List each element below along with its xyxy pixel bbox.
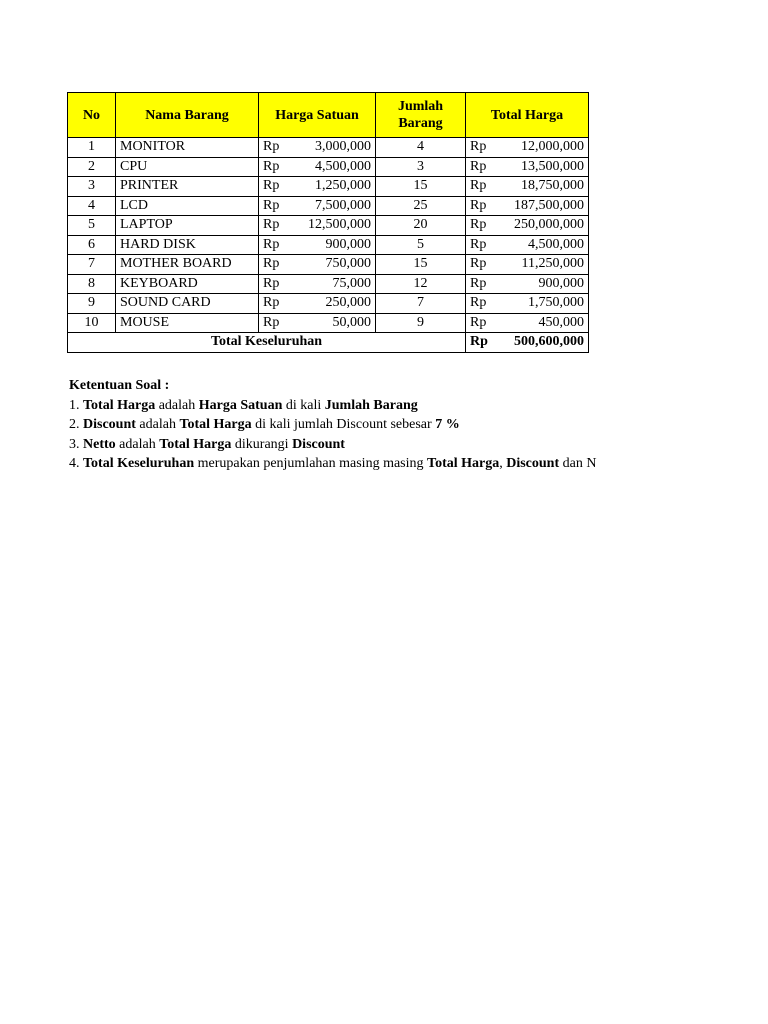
currency-label: Rp <box>263 236 280 252</box>
currency-label: Rp <box>263 158 280 174</box>
header-jumlah-line1: Jumlah <box>397 99 444 114</box>
currency-label: Rp <box>263 217 280 233</box>
total-value: 11,250,000 <box>521 256 584 272</box>
note-line-2[interactable]: 2. Discount adalah Total Harga di kali jumlah Discount sebesar 7 % <box>69 417 460 432</box>
cell-total-harga[interactable] <box>466 138 589 158</box>
total-row <box>68 333 589 353</box>
cell-no[interactable]: 1 <box>68 138 116 158</box>
cell-harga-satuan[interactable] <box>259 255 376 275</box>
cell-jumlah[interactable]: 25 <box>376 196 466 216</box>
table-row <box>68 216 589 236</box>
cell-nama-barang[interactable]: PRINTER <box>116 177 259 197</box>
cell-no[interactable]: 8 <box>68 274 116 294</box>
currency-label: Rp <box>470 178 487 194</box>
currency-label: Rp <box>470 314 487 330</box>
header-total-harga[interactable]: Total Harga <box>466 93 589 138</box>
total-value: 450,000 <box>538 314 584 330</box>
table-row <box>68 157 589 177</box>
cell-jumlah[interactable]: 3 <box>376 157 466 177</box>
table-row <box>68 235 589 255</box>
currency-label: Rp <box>263 314 280 330</box>
cell-no[interactable]: 9 <box>68 294 116 314</box>
cell-harga-satuan[interactable] <box>259 235 376 255</box>
cell-nama-barang[interactable]: MOUSE <box>116 313 259 333</box>
currency-label: Rp <box>263 197 280 213</box>
grand-total-value: 500,600,000 <box>514 334 584 350</box>
table-row <box>68 313 589 333</box>
total-value: 187,500,000 <box>514 197 584 213</box>
cell-jumlah[interactable]: 9 <box>376 313 466 333</box>
header-jumlah-barang[interactable] <box>376 93 466 138</box>
cell-total-harga[interactable] <box>466 196 589 216</box>
harga-value: 50,000 <box>332 314 371 330</box>
total-value: 1,750,000 <box>528 295 584 311</box>
harga-value: 750,000 <box>325 256 371 272</box>
grand-total-cell[interactable] <box>466 333 589 353</box>
cell-nama-barang[interactable]: MOTHER BOARD <box>116 255 259 275</box>
currency-label: Rp <box>263 256 280 272</box>
currency-label: Rp <box>470 256 487 272</box>
currency-label: Rp <box>263 295 280 311</box>
cell-no[interactable]: 6 <box>68 235 116 255</box>
cell-total-harga[interactable] <box>466 157 589 177</box>
currency-label: Rp <box>470 158 487 174</box>
cell-harga-satuan[interactable] <box>259 138 376 158</box>
currency-label: Rp <box>470 236 487 252</box>
cell-harga-satuan[interactable] <box>259 216 376 236</box>
currency-label: Rp <box>470 334 488 350</box>
cell-no[interactable]: 7 <box>68 255 116 275</box>
currency-label: Rp <box>470 197 487 213</box>
total-value: 13,500,000 <box>521 158 584 174</box>
cell-nama-barang[interactable]: LAPTOP <box>116 216 259 236</box>
note-line-4[interactable]: 4. Total Keseluruhan merupakan penjumlahan masing masing Total Harga, Discount dan N <box>69 456 597 471</box>
currency-label: Rp <box>263 275 280 291</box>
header-jumlah-line2: Barang <box>398 116 443 131</box>
harga-value: 3,000,000 <box>315 139 371 155</box>
harga-value: 75,000 <box>332 275 371 291</box>
table-row <box>68 196 589 216</box>
total-value: 12,000,000 <box>521 139 584 155</box>
cell-nama-barang[interactable]: MONITOR <box>116 138 259 158</box>
harga-value: 250,000 <box>325 295 371 311</box>
cell-nama-barang[interactable]: HARD DISK <box>116 235 259 255</box>
cell-no[interactable]: 10 <box>68 313 116 333</box>
cell-no[interactable]: 3 <box>68 177 116 197</box>
currency-label: Rp <box>263 139 280 155</box>
notes-section <box>69 376 597 474</box>
cell-nama-barang[interactable]: LCD <box>116 196 259 216</box>
table-row <box>68 138 589 158</box>
total-value: 900,000 <box>538 275 584 291</box>
currency-label: Rp <box>470 217 487 233</box>
cell-no[interactable]: 4 <box>68 196 116 216</box>
currency-label: Rp <box>470 275 487 291</box>
cell-jumlah[interactable]: 20 <box>376 216 466 236</box>
currency-label: Rp <box>470 139 487 155</box>
note-line-1[interactable]: 1. Total Harga adalah Harga Satuan di kali Jumlah Barang <box>69 397 418 413</box>
cell-harga-satuan[interactable] <box>259 177 376 197</box>
cell-harga-satuan[interactable] <box>259 196 376 216</box>
cell-jumlah[interactable]: 7 <box>376 294 466 314</box>
currency-label: Rp <box>263 178 280 194</box>
cell-total-harga[interactable] <box>466 255 589 275</box>
cell-nama-barang[interactable]: CPU <box>116 157 259 177</box>
header-harga-satuan[interactable]: Harga Satuan <box>259 93 376 138</box>
cell-jumlah[interactable]: 5 <box>376 235 466 255</box>
table-row <box>68 294 589 314</box>
note-line-3[interactable]: 3. Netto adalah Total Harga dikurangi Discount <box>69 436 345 452</box>
total-label[interactable]: Total Keseluruhan <box>68 333 466 353</box>
cell-total-harga[interactable] <box>466 235 589 255</box>
cell-nama-barang[interactable]: SOUND CARD <box>116 294 259 314</box>
table-row <box>68 177 589 197</box>
cell-no[interactable]: 5 <box>68 216 116 236</box>
cell-total-harga[interactable] <box>466 313 589 333</box>
cell-jumlah[interactable]: 15 <box>376 177 466 197</box>
harga-value: 900,000 <box>325 236 371 252</box>
cell-nama-barang[interactable]: KEYBOARD <box>116 274 259 294</box>
harga-value: 7,500,000 <box>315 197 371 213</box>
cell-jumlah[interactable]: 15 <box>376 255 466 275</box>
header-row <box>68 93 589 138</box>
cell-harga-satuan[interactable] <box>259 274 376 294</box>
notes-title[interactable]: Ketentuan Soal : <box>69 378 170 393</box>
harga-value: 1,250,000 <box>315 178 371 194</box>
cell-harga-satuan[interactable] <box>259 294 376 314</box>
cell-total-harga[interactable] <box>466 216 589 236</box>
harga-value: 4,500,000 <box>315 158 371 174</box>
cell-total-harga[interactable] <box>466 294 589 314</box>
cell-no[interactable]: 2 <box>68 157 116 177</box>
cell-harga-satuan[interactable] <box>259 313 376 333</box>
cell-total-harga[interactable] <box>466 177 589 197</box>
cell-total-harga[interactable] <box>466 274 589 294</box>
data-table <box>67 92 589 353</box>
harga-value: 12,500,000 <box>308 217 371 233</box>
currency-label: Rp <box>470 295 487 311</box>
cell-jumlah[interactable]: 4 <box>376 138 466 158</box>
table-row <box>68 255 589 275</box>
header-no[interactable]: No <box>68 93 116 138</box>
header-nama-barang[interactable]: Nama Barang <box>116 93 259 138</box>
cell-jumlah[interactable]: 12 <box>376 274 466 294</box>
total-value: 250,000,000 <box>514 217 584 233</box>
total-value: 4,500,000 <box>528 236 584 252</box>
cell-harga-satuan[interactable] <box>259 157 376 177</box>
total-value: 18,750,000 <box>521 178 584 194</box>
table-row <box>68 274 589 294</box>
